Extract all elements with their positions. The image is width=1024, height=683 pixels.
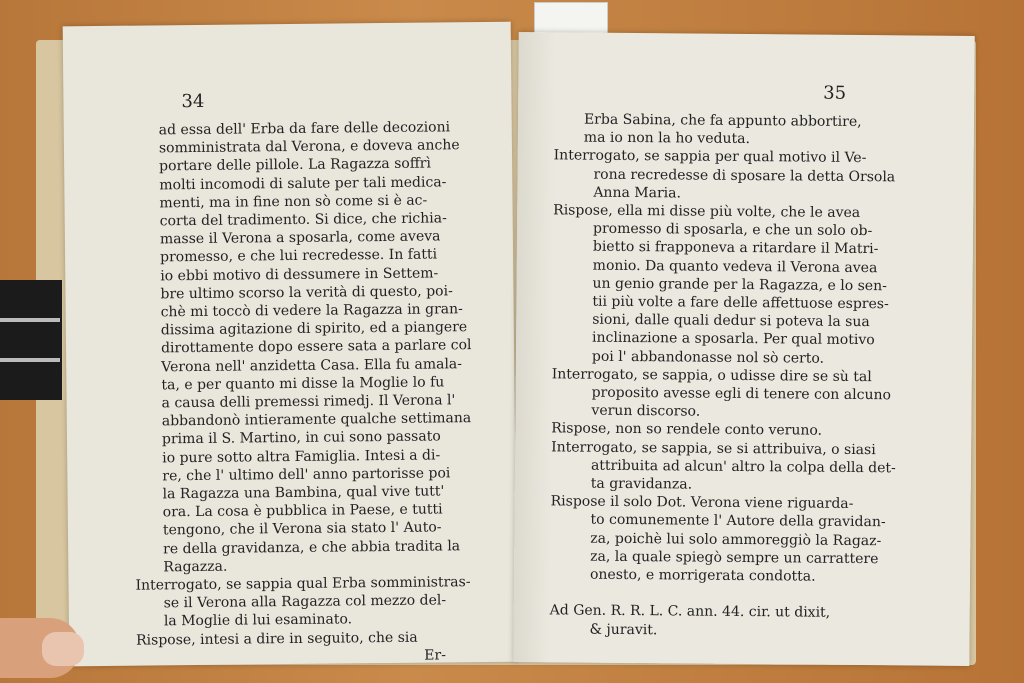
text-line: Anna Maria.	[593, 184, 682, 202]
text-line: ma io non la ho veduta.	[583, 129, 751, 148]
text-line: Erba Sabina, che fa appunto abbortire,	[583, 111, 862, 131]
text-line: portare delle pillole. La Ragazza soffrì	[159, 155, 432, 175]
text-line: prima il S. Martino, in cui sono passato	[161, 428, 441, 448]
text-line: masse il Verona a sposarla, come aveva	[159, 228, 441, 248]
text-line: menti, ma in fine non sò come si è ac-	[159, 192, 428, 212]
text-line: Verona nell' anzidetta Casa. Ella fu amala-	[161, 355, 463, 375]
text-line: la Moglie di lui esaminato.	[163, 611, 353, 630]
text-line: io pure sotto altra Famiglia. Intesi a di-	[162, 447, 441, 467]
text-line: monio. Da quanto vedeva il Verona avea	[592, 257, 878, 276]
clip-wire	[0, 318, 60, 322]
text-line: ora. La cosa è pubblica in Paese, e tutti	[162, 501, 443, 521]
left-page-text	[135, 118, 475, 667]
text-line: un genio grande per la Ragazza, e lo sen-	[592, 275, 887, 295]
text-line: re, che l' ultimo dell' anno partorisse poi	[162, 465, 451, 485]
text-line: se il Verona alla Ragazza col mezzo del-	[163, 592, 447, 612]
thumbnail-nail	[42, 632, 84, 666]
text-line: rona recredesse di sposare la detta Orsola	[593, 166, 896, 185]
text-line: sioni, dalle quali dedur si poteva la sua	[592, 311, 870, 331]
text-line: tii più volte a fare delle affettuose espres-	[592, 293, 889, 313]
text-line: inclinazione a sposarla. Per qual motivo	[592, 330, 875, 349]
text-line: corta del tradimento. Si dice, che richia-	[159, 210, 447, 230]
text-line: attribuita ad alcun' altro la colpa della det-	[590, 457, 896, 477]
text-line: bietto si frapponeva a ritardare il Matri-	[592, 239, 879, 258]
paper-tab	[534, 2, 608, 34]
right-page-text	[549, 110, 898, 641]
text-line: io ebbi motivo di dessumere in Settem-	[160, 265, 439, 284]
text-line: za, poichè lui solo ammoreggiò la Ragaz-	[590, 530, 882, 549]
text-line: somministrata dal Verona, e doveva anche	[158, 137, 460, 157]
text-line: a causa delli premessi rimedj. Il Verona l'	[161, 392, 456, 412]
text-line: Interrogato, se sappia per qual motivo il Ve-	[553, 147, 867, 167]
text-line: promesso di sposarla, e che un solo ob-	[592, 220, 873, 240]
text-line: & juravit.	[589, 621, 658, 638]
text-line: Rispose, non so rendele conto veruno.	[551, 420, 823, 440]
text-line: verun discorso.	[591, 402, 701, 420]
text-line: ad essa dell' Erba da fare delle decozioni	[158, 119, 451, 139]
text-line: Rispose il solo Dot. Verona viene riguarda-	[550, 493, 854, 513]
text-line: za, la quale spiegò sempre un carrattere	[590, 548, 879, 568]
text-line: Rispose, ella mi disse più volte, che le avea	[553, 202, 861, 222]
text-line: molti incomodi di salute per tali medica-	[159, 173, 447, 193]
page-number: 34	[181, 90, 205, 113]
text-line: poi l' abbandonasse nol sò certo.	[591, 348, 825, 367]
text-line: tengono, che il Verona sia stato l' Auto-	[162, 519, 442, 539]
text-line: ta gravidanza.	[590, 475, 693, 493]
text-line: proposito avesse egli di tenere con alcuno	[591, 384, 892, 404]
text-line: onesto, e morrigerata condotta.	[589, 566, 816, 585]
left-page	[63, 22, 518, 667]
text-line: promesso, e che lui recredesse. In fatti	[160, 246, 438, 266]
binder-clip	[0, 280, 62, 400]
text-line: Interrogato, se sappia, o udisse dire se sù tal	[551, 366, 872, 385]
text-line: Ad Gen. R. R. L. C. ann. 44. cir. ut dixit,	[549, 602, 831, 622]
text-line: la Ragazza una Bambina, qual vive tutt'	[162, 483, 445, 503]
clip-wire	[0, 358, 60, 362]
text-line: dissima agitazione di spirito, ed a piangere	[160, 319, 468, 339]
text-line: re della gravidanza, e che abbia tradita la	[163, 537, 461, 558]
text-line: abbandonò intieramente qualche settimana	[161, 410, 472, 430]
text-line: Er-	[424, 647, 447, 664]
text-line: Ragazza.	[163, 558, 228, 576]
text-line: ta, e per quanto mi disse la Moglie lo fu	[161, 374, 445, 394]
right-page	[513, 32, 974, 666]
text-line: bre ultimo scorso la verità di questo, poi-	[160, 283, 453, 303]
text-line: dirottamente dopo essere sata a parlare col	[160, 337, 472, 357]
page-number: 35	[823, 82, 847, 104]
text-line: Rispose, intesi a dire in seguito, che sia	[136, 629, 418, 649]
text-line: Interrogato, se sappia, se si attribuiva, o siasi	[551, 438, 876, 458]
text-line: chè mi toccò di vedere la Ragazza in gran-	[160, 301, 463, 321]
text-line: Interrogato, se sappia qual Erba somministras-	[135, 574, 471, 594]
text-line: to comunemente l' Autore della gravidan-	[590, 512, 886, 531]
